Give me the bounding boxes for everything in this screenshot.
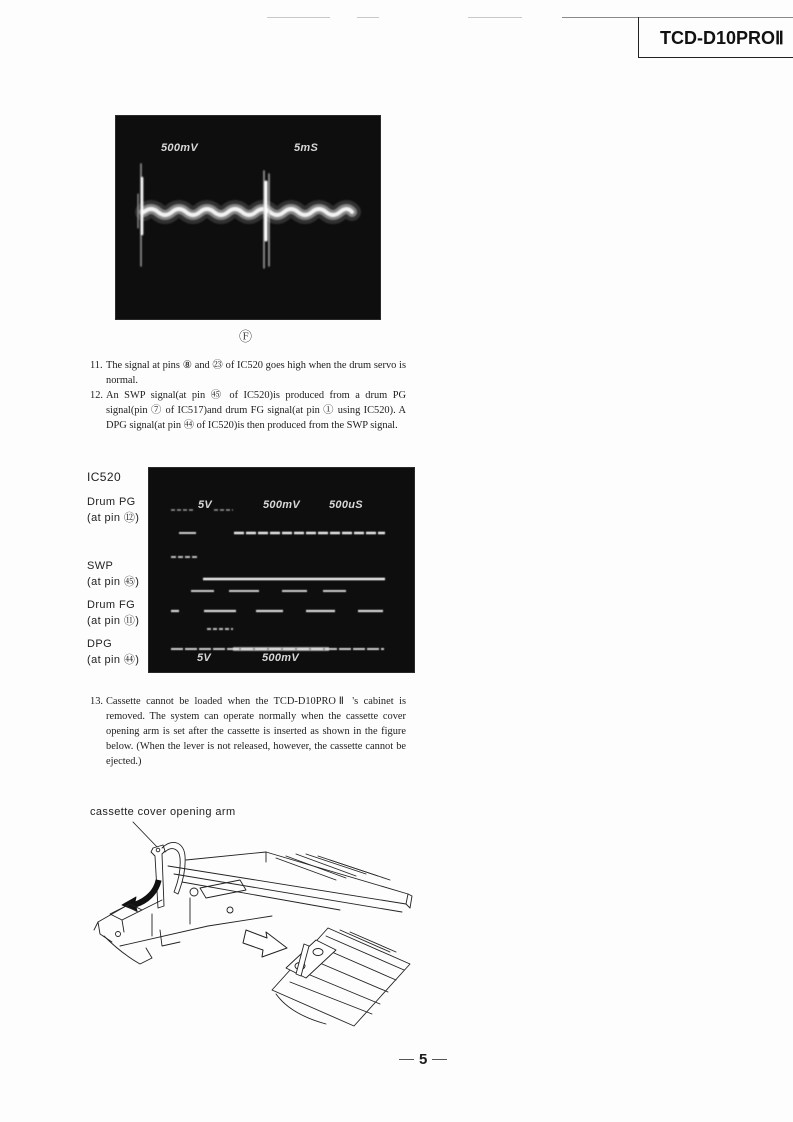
page-number-footer	[399, 1051, 447, 1068]
step-11	[90, 359, 406, 389]
scope-ch2-volts-readout: 500mV	[263, 499, 300, 511]
label-leader-line	[133, 822, 159, 849]
deck-mechanism-right	[272, 928, 410, 1026]
channel-pin: (at pin ⑫)	[87, 512, 140, 524]
header-rule-segment	[468, 17, 522, 18]
step-12	[90, 389, 406, 434]
scope-bottom-ch1-volts-readout: 5V	[197, 652, 212, 664]
procedure-steps	[90, 359, 406, 434]
step-number: 11.	[90, 360, 103, 371]
oscilloscope-photo-ic520	[148, 467, 415, 673]
deck-mechanism-left	[94, 852, 412, 964]
step-13	[90, 695, 406, 770]
trace-swp	[171, 557, 385, 591]
figure-caption-f: Ⓕ	[239, 330, 253, 345]
channel-label-drum-pg	[87, 494, 139, 526]
oscilloscope-photo-f	[115, 115, 381, 320]
waveform-f	[116, 116, 381, 320]
step-text: An SWP signal(at pin ㊺ of IC520)is produced from a drum PG signal(pin ⑦ of IC517)and drum FG signal(at pin ① using IC520). A DPG signal(at pin ㊹ of IC520)is then produced from the SWP signal.	[106, 389, 406, 431]
step-text: Cassette cannot be loaded when the TCD-D10PROⅡ 's cabinet is removed. The system can operate normally when the cassette cover opening arm is set after the cassette is inserted as shown in the figure below. (When the lever is not released, however, the cassette cannot be ejected.)	[106, 696, 406, 767]
model-title: TCD-D10PROⅡ	[660, 28, 784, 48]
channel-label-drum-fg	[87, 597, 139, 629]
step-number: 13.	[90, 696, 103, 707]
channel-label-dpg	[87, 636, 139, 668]
scope-volts-readout: 500mV	[161, 142, 198, 154]
scope-time-readout: 500uS	[329, 499, 363, 511]
cassette-arm-label: cassette cover opening arm	[90, 806, 236, 818]
arm-motion-arrow	[122, 880, 161, 911]
header-rule-segment	[267, 17, 330, 18]
header-rule-segment	[357, 17, 379, 18]
ic520-title: IC520	[87, 470, 122, 484]
channel-pin: (at pin ⑪)	[87, 615, 140, 627]
trace-drum-pg	[171, 510, 385, 533]
direction-arrow	[243, 930, 287, 957]
cassette-mechanism-illustration	[90, 818, 420, 1033]
scope-ch1-volts-readout: 5V	[198, 499, 213, 511]
channel-name: Drum PG	[87, 496, 136, 508]
scope-time-readout: 5mS	[294, 142, 319, 154]
channel-pin: (at pin ㊹)	[87, 654, 140, 666]
page-number-dash	[399, 1059, 414, 1060]
channel-pin: (at pin ㊺)	[87, 576, 140, 588]
step-number: 12.	[90, 389, 103, 401]
page-number: 5	[419, 1051, 428, 1068]
channel-label-swp	[87, 558, 139, 590]
scope-bottom-ch2-volts-readout: 500mV	[262, 652, 299, 664]
trace-dpg	[171, 629, 384, 649]
page-number-dash	[432, 1059, 447, 1060]
channel-name: Drum FG	[87, 599, 136, 611]
procedure-step-13-block	[90, 695, 406, 770]
channel-name: DPG	[87, 638, 113, 650]
model-header	[638, 17, 793, 58]
step-text: The signal at pins ⑧ and ㉓ of IC520 goes high when the drum servo is normal.	[106, 360, 406, 386]
channel-name: SWP	[87, 560, 114, 572]
